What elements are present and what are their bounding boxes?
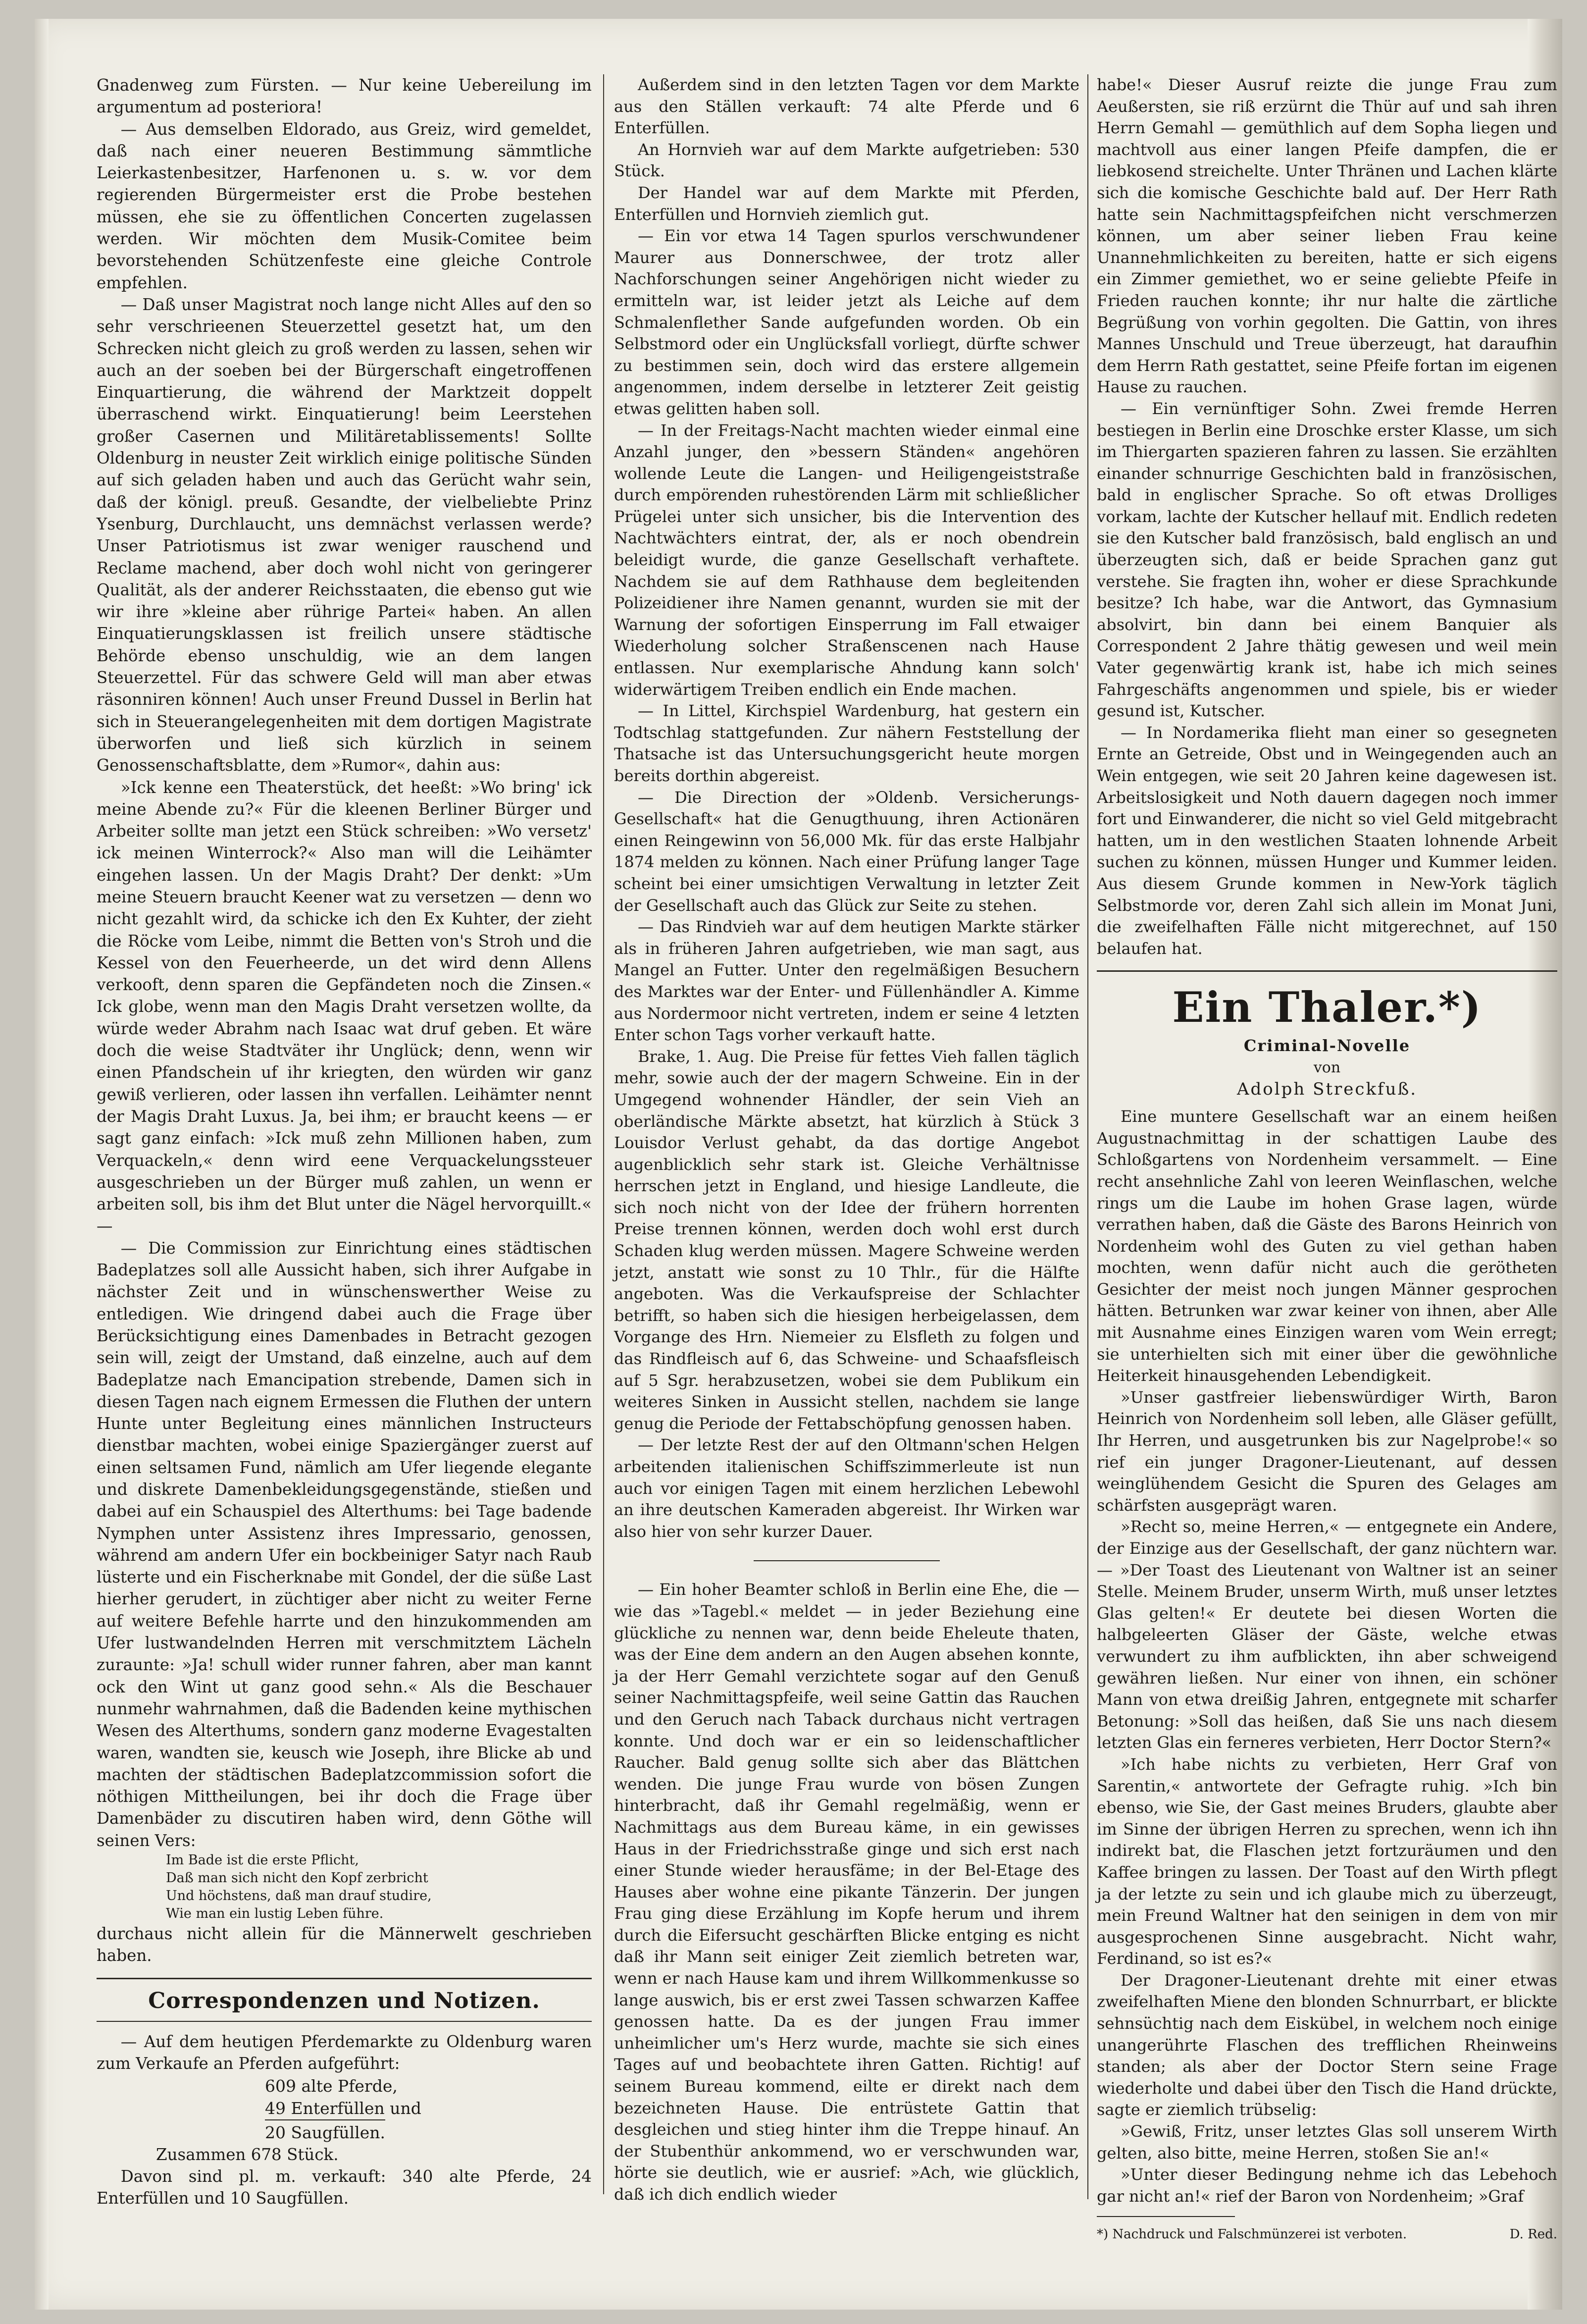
section-divider bbox=[97, 2021, 592, 2022]
column-rule-2 bbox=[1087, 74, 1088, 2199]
article-paragraph: Der Handel war auf dem Markte mit Pferden, Enterfüllen und Hornvieh ziemlich gut. bbox=[614, 183, 1079, 224]
novel-subtitle: Criminal-Novelle bbox=[1243, 1036, 1411, 1056]
article-paragraph: Außerdem sind in den letzten Tagen vor dem Markte aus den Ställen verkauft: 74 alte Pferde und 6 Enterfüllen. bbox=[614, 75, 1079, 138]
article-paragraph: Gnadenweg zum Fürsten. — Nur keine Uebereilung im argumentum ad posteriora! bbox=[97, 76, 592, 117]
article-paragraph: — Auf dem heutigen Pferdemarkte zu Oldenburg waren zum Verkaufe an Pferden aufgeführt: bbox=[97, 2032, 592, 2073]
article-paragraph: — In Littel, Kirchspiel Wardenburg, hat gestern ein Todtschlag stattgefunden. Zur nähern Feststellung der Thatsache ist das Untersuchungsgericht heute morgen bereits dorthin abgereist. bbox=[614, 701, 1079, 785]
article-paragraph: — Das Rindvieh war auf dem heutigen Markte stärker als in früheren Jahren aufgetrieben, wie man sagt, aus Mangel an Futter. Unter den regelmäßigen Besuchern des Marktes war der Enter- und Füllenhändler A. Kimme aus Nordermoor nicht vertreten, indem er seine 4 letzten Enter schon Tags vorher verkauft hatte. bbox=[614, 917, 1079, 1045]
section-title: Correspondenzen und Notizen. bbox=[148, 1988, 540, 2013]
article-paragraph: durchaus nicht allein für die Männerwelt geschrieben haben. bbox=[97, 1924, 592, 1965]
novel-paragraph: »Ich habe nichts zu verbieten, Herr Graf von Sarentin,« antwortete der Gefragte ruhig. »Ich bin ebenso, wie Sie, der Gast meines Bruders, glaubte aber im Sinne der übrigen Herren zu sprechen, wenn ich ihn indirekt bat, die Flaschen jetzt fortzuräumen und den Kaffee bringen zu lassen. Der Toast auf den Wirth pflegt ja der letzte zu sein und ich glaube mich zu überzeugt, mein Freund Waltner hat den seinigen in dem von mir ausgesprochenen Sinne ausgebracht. Nicht wahr, Ferdinand, so ist es?« bbox=[1097, 1754, 1557, 1968]
novel-paragraph: Eine muntere Gesellschaft war an einem heißen Augustnachmittag in der schattigen Laube des Schloßgartens von Nordenheim versammelt. — Eine recht ansehnliche Zahl von leeren Weinflaschen, welche rings um die Laube im hohen Grase lagen, würde verrathen haben, daß die Gäste des Barons Heinrich von Nordenheim wohl des Guten zu viel gethan haben mochten, wenn dafür nicht auch die gerötheten Gesichter der meist noch jungen Männer gesprochen hätten. Betrunken war zwar keiner von ihnen, aber Alle mit Ausnahme eines Einzigen waren vom Wein erregt; sie unterhielten sich mit einer über die gewöhnliche Heiterkeit hinausgehenden Lebendigkeit. bbox=[1097, 1107, 1557, 1385]
stats-line: 20 Saugfüllen. bbox=[265, 2119, 385, 2144]
article-paragraph: An Hornvieh war auf dem Markte aufgetrieben: 530 Stück. bbox=[614, 140, 1079, 181]
article-paragraph: — Ein vor etwa 14 Tagen spurlos verschwundener Maurer aus Donnerschwee, der trotz aller Nachforschungen seiner Angehörigen nicht wieder zu ermitteln war, ist leider jetzt als Leiche auf dem Schmalenflether Sande aufgefunden worden. Ob ein Selbstmord oder ein Unglücksfall vorliegt, dürfte schwer zu bestimmen sein, doch wird das erstere allgemein angenommen, indem derselbe in letzterer Zeit geistig etwas gelitten haben soll. bbox=[614, 226, 1079, 418]
article-paragraph: Brake, 1. Aug. Die Preise für fettes Vieh fallen täglich mehr, sowie auch der der magern Schweine. Ein in der Umgegend wohnender Händler, der sein Vieh an oberländische Märkte absetzt, hat kürzlich à Stück 3 Louisdor Verlust gehabt, da das dortige Angebot augenblicklich sehr stark ist. Gleiche Verhältnisse herrschen jetzt in England, und hiesige Landleute, die sich noch nicht von der Idee der frühern horrenten Preise trennen können, werden doch wohl erst durch Schaden klug werden müssen. Magere Schweine werden jetzt, anstatt wie sonst zu 10 Thlr., für die Hälfte angeboten. Was die Verkaufspreise der Schlachter betrifft, so haben sich die hiesigen herbeigelassen, dem Vorgange des Hrn. Niemeier zu Elsfleth zu folgen und das Rindfleisch auf 6, das Schweine- und Schaafsfleisch auf 5 Sgr. herabzusetzen, wobei sie dem Publikum ein weiteres Sinken in Aussicht stellen, nachdem sie lange genug die Periode der Fettabschöpfung genossen haben. bbox=[614, 1047, 1079, 1433]
article-paragraph: — In Nordamerika flieht man einer so gesegneten Ernte an Getreide, Obst und in Weingegenden auch an Wein entgegen, wie seit 20 Jahren keine dagewesen ist. Arbeitslosigkeit und Noth dauern dagegen noch immer fort und Einwanderer, die nicht so viel Geld mitgebracht hatten, um in den westlichen Staaten lohnende Arbeit suchen zu können, müssen Hunger und Kummer leiden. Aus diesem Grunde kommen in New-York täglich Selbstmorde vor, deren Zahl sich allein im Monat Juni, die zweifelhaften Fälle nicht mitgerechnet, auf 150 belaufen hat. bbox=[1097, 723, 1557, 958]
footnote bbox=[1097, 2226, 1557, 2243]
article-paragraph: — Die Direction der »Oldenb. Versicherungs-Gesellschaft« hat die Genugthuung, ihren Actionären einen Reingewinn von 56,000 Mk. für das erste Halbjahr 1874 melden zu können. Nach einer Prüfung langer Tage scheint bei einer umsichtigen Verwaltung in letzter Zeit der Gesellschaft auch das Glück zur Seite zu stehen. bbox=[614, 788, 1079, 915]
verse-line: Und höchstens, daß man drauf studire, bbox=[166, 1888, 432, 1904]
verse-line: Wie man ein lustig Leben führe. bbox=[166, 1906, 384, 1922]
novel-paragraph: »Recht so, meine Herren,« — entgegnete ein Andere, der Einzige aus der Gesellschaft, der ganz nüchtern war. — »Der Toast des Lieutenant von Waltner ist an seiner Stelle. Meinem Bruder, unserm Wirth, muß unser letztes Glas gelten!« Er deutete bei diesen Worten die halbgeleerten Gläser der Gäste, welche etwas verwundert zu ihm aufblickten, ihn aber schweigend gewähren ließen. Nur einer von ihnen, ein schöner Mann von etwa dreißig Jahren, entgegnete mit scharfer Betonung: »Soll das heißen, daß Sie uns nach diesem letzten Glas ein ferneres verbieten, Herr Doctor Stern?« bbox=[1097, 1517, 1557, 1752]
column-2 bbox=[614, 74, 1079, 2206]
article-paragraph: — Aus demselben Eldorado, aus Greiz, wird gemeldet, daß nach einer neueren Bestimmung sämmtliche Leierkastenbesitzer, Harfenonen u. s. w. vor dem regierenden Bürgermeister erst die Probe bestehen müssen, ehe sie zu öffentlichen Concerten zugelassen werden. Wir möchten dem Musik-Comitee beim bevorstehenden Schützenfeste eine gleiche Controle empfehlen. bbox=[97, 119, 592, 292]
article-paragraph: — Daß unser Magistrat noch lange nicht Alles auf den so sehr verschrieenen Steuerzettel gesetzt hat, um den Schrecken nicht gleich zu groß werden zu lassen, sehen wir auch an der soeben bei der Bürgerschaft eingetroffenen Einquartierung, die während der Marktzeit doppelt überraschend wirkt. Einquatierung! beim Leerstehen großer Casernen und Militäretablissements! Sollte Oldenburg in neuster Zeit wirklich einige politische Sünden auf sich geladen haben und auch das Gerücht wahr sein, daß der königl. preuß. Gesandte, der vielbeliebte Prinz Ysenburg, Durchlaucht, uns demnächst verlassen werde? Unser Patriotismus ist zwar weniger rauschend und Reclame machend, aber doch wohl nicht von geringerer Qualität, als der anderer Reichsstaaten, die ebenso gut wie wir ihre »kleine aber rührige Partei« haben. An allen Einquatierungsklassen ist freilich unsere städtische Behörde ebenso unschuldig, wie an dem langen Steuerzettel. Für das schwere Geld will man aber etwas räsonniren können! Auch unser Freund Dussel in Berlin hat sich in Steuerangelegenheiten mit dem dortigen Magistrate überworfen und ließ sich kürzlich in seinem Genossenschaftsblatte, dem »Rumor«, dahin aus: bbox=[97, 295, 592, 775]
verse-line: Im Bade ist die erste Pflicht, bbox=[166, 1852, 359, 1868]
section-divider bbox=[97, 1978, 592, 1979]
column-rule-1 bbox=[603, 74, 604, 2194]
stats-line: 609 alte Pferde, bbox=[265, 2076, 398, 2096]
article-paragraph: — Ein vernünftiger Sohn. Zwei fremde Herren bestiegen in Berlin eine Droschke erster Klasse, um sich im Thiergarten spazieren fahren zu lassen. Sie erzählten einander schnurrige Geschichten bald in französischen, bald in englischer Sprache. So oft etwas Drolliges vorkam, lachte der Kutscher hellauf mit. Endlich redeten sie den Kutscher bald französisch, bald englisch an und überzeugten sich, daß er beide Sprachen ganz gut verstehe. Sie fragten ihn, woher er diese Sprachkunde besitze? Ich habe, war die Antwort, das Gymnasium absolvirt, bin dann bei einem Banquier als Correspondent 2 Jahre thätig gewesen und weil mein Vater gegenwärtig krank ist, habe ich mich seines Fahrgeschäfts angenommen und spiele, bis er wieder gesund ist, Kutscher. bbox=[1097, 399, 1557, 721]
article-paragraph: — Der letzte Rest der auf den Oltmann'schen Helgen arbeitenden italienischen Schiffszimmerleute ist nun auch vor einigen Tagen mit einem herzlichen Lebewohl an ihre deutschen Kameraden abgereist. Ihr Wirken war also hier von sehr kurzer Dauer. bbox=[614, 1435, 1079, 1541]
footnote-text: *) Nachdruck und Falschmünzerei ist verboten. bbox=[1097, 2227, 1407, 2242]
article-paragraph: — Ein hoher Beamter schloß in Berlin eine Ehe, die — wie das »Tagebl.« meldet — in jeder Beziehung eine glückliche zu nennen war, denn beide Eheleute thaten, was der Eine dem andern an den Augen absehen konnte, ja der Herr Gemahl verzichtete sogar auf den Genuß seiner Nachmittagspfeife, weil seine Gattin das Rauchen und den Geruch nach Taback durchaus nicht vertragen konnte. Und doch war er ein so leidenschaftlicher Raucher. Bald genug sollte sich aber das Blättchen wenden. Die junge Frau wurde von bösen Zungen hinterbracht, daß ihr Gemahl regelmäßig, wenn er Nachmittags aus dem Bureau käme, in ein gewisses Haus in der Friedrichsstraße ginge und sich erst nach einer Stunde wieder herausfäme; in der Bel-Etage des Hauses aber wohne eine pikante Tänzerin. Der jungen Frau ging diese Erzählung im Kopfe herum und ihrem durch die Eifersucht geschärften Blicke entging es nicht daß ihr Mann seit einiger Zeit ziemlich betreten war, wenn er nach Hause kam und ihrem Willkommenkusse so lange auswich, bis er erst zwei Tassen schwarzen Kaffee genossen hatte. Da es der jungen Frau immer unheimlicher um's Herz wurde, machte sie sich eines Tages auf und beobachtete ihren Gatten. Richtig! auf seinem Bureau kommend, eilte er direkt nach dem bezeichneten Hause. Die entrüstete Gattin that desgleichen und stieg hinter ihm die Treppe hinauf. An der Stubenthür ankommend, wo er verschwunden war, hörte sie deutlich, wie er ausrief: »Ach, wie glücklich, daß ich dich endlich wieder bbox=[614, 1580, 1079, 2204]
novel-paragraph: »Gewiß, Fritz, unser letztes Glas soll unserem Wirth gelten, also bitte, meine Herren, stoßen Sie an!« bbox=[1097, 2122, 1557, 2163]
article-paragraph: — In der Freitags-Nacht machten wieder einmal eine Anzahl junger, den »bessern Ständen« angehören wollende Leute die Langen- und Heiligengeiststraße durch empörenden ruhestörenden Lärm mit schließlicher Prügelei unter sich unsicher, bis die Intervention des Nachtwächters eintrat, der, als er noch obendrein beleidigt wurde, die ganze Gesellschaft verhaftete. Nachdem sie auf dem Rathhause dem begleitenden Polizeidiener ihre Namen genannt, wurden sie mit der Warnung der sofortigen Einsperrung im Fall etwaiger Wiederholung solcher Straßenscenen nach Hause entlassen. Nur exemplarische Ahndung kann solch' widerwärtigem Treiben endlich ein Ende machen. bbox=[614, 421, 1079, 699]
novel-paragraph: Der Dragoner-Lieutenant drehte mit einer etwas zweifelhaften Miene den blonden Schnurrbart, er blickte sehnsüchtig nach dem Eiskübel, in welchem noch einige unangerührte Flaschen des trefflichen Rheinweins standen; als aber der Doctor Stern seine Frage wiederholte und dabei über den Tisch die Hand drückte, sagte er ziemlich trübselig: bbox=[1097, 1970, 1557, 2119]
stats-total: Zusammen 678 Stück. bbox=[156, 2145, 339, 2164]
novel-title: Ein Thaler.*) bbox=[1172, 983, 1482, 1032]
column-1 bbox=[97, 74, 592, 2209]
footnote-signature: D. Red. bbox=[1509, 2227, 1557, 2242]
stats-list bbox=[265, 2075, 592, 2144]
novel-paragraph: »Unter dieser Bedingung nehme ich das Lebehoch gar nicht an!« rief der Baron von Nordenheim; »Graf bbox=[1097, 2165, 1557, 2206]
article-paragraph: habe!« Dieser Ausruf reizte die junge Frau zum Aeußersten, sie riß erzürnt die Thür auf und sah ihren Herrn Gemahl — gemüthlich auf dem Sopha liegen und machtvoll aus einer langen Pfeife dampfen, die er liebkosend streichelte. Unter Thränen und Lachen klärte sich die komische Geschichte bald auf. Der Herr Rath hatte sein Nachmittagspfeifchen nicht verschmerzen können, um aber seiner lieben Frau keine Unannehmlichkeiten zu bereiten, hatte er sich eigens ein Zimmer gemiethet, wo er seine geliebte Pfeife in Frieden rauchen konnte; ihr nur halte die zärtliche Begrüßung von vorhin gegolten. Die Gattin, von ihres Mannes Unschuld und Treue überzeugt, hat daraufhin dem Herrn Rath gestattet, seine Pfeife fortan im eigenen Hause zu rauchen. bbox=[1097, 75, 1557, 397]
novel-author: Adolph Streckfuß. bbox=[1236, 1079, 1418, 1099]
verse-line: Daß man sich nicht den Kopf zerbricht bbox=[166, 1870, 428, 1886]
column-3 bbox=[1097, 74, 1557, 2243]
footnote-divider bbox=[1097, 2216, 1235, 2217]
section-divider bbox=[1097, 970, 1557, 972]
stats-line: 49 Enterfüllen und bbox=[265, 2098, 421, 2118]
novel-paragraph: »Unser gastfreier liebenswürdiger Wirth, Baron Heinrich von Nordenheim soll leben, alle Gläser gefüllt, Ihr Herren, und ausgetrunken bis zur Nagelprobe!« so rief ein junger Dragoner-Lieutenant, auf dessen weinglühendem Gesicht die Spuren des Gelages am schärfsten ausgeprägt waren. bbox=[1097, 1387, 1557, 1515]
article-paragraph: »Ick kenne een Theaterstück, det heeßt: »Wo bring' ick meine Abende zu?« Für die kleenen Berliner Bürger und Arbeiter sollte man jetzt een Stück schreiben: »Wo versetz' ick meinen Winterrock?« Also man will die Leihämter eingehen lassen. Un der Magis Draht? Der denkt: »Um meine Steuern braucht Keener wat zu versetzen — denn wo nicht gezahlt wird, da schicke ich den Ex Kuhter, der zieht die Röcke vom Leibe, nimmt die Betten von's Stroh und die Kessel von den Feuerheerde, un det wird denn Allens verkooft, denn sparen die Gepfändeten noch die Zinsen.« Ick globe, wenn man den Magis Draht versetzen wollte, da würde weder Abrahm nach Isaac wat druf geben. Et wäre doch die weise Stadtväter ihr Unglück; denn, wenn wir einen Pfandschein uf ihr kriegten, den würden wir ganz gewiß verlieren, oder lassen ihn verfallen. Leihämter nennt der Magis Draht Luxus. Ja, bei ihm; er braucht keens — er sagt ganz einfach: »Ick muß zehn Millionen haben, zum Verquackeln,« denn wird eene Verquackelungssteuer ausgeschrieben un der Bürger muß zahlen, un wenn er arbeiten soll, bis ihm det Blut unter die Nägel hervorquillt.« — bbox=[97, 778, 592, 1236]
page-left-edge bbox=[35, 19, 49, 2310]
section-divider bbox=[754, 1560, 940, 1561]
article-paragraph: Davon sind pl. m. verkauft: 340 alte Pferde, 24 Enterfüllen und 10 Saugfüllen. bbox=[97, 2166, 592, 2208]
novel-by: von bbox=[1313, 1058, 1341, 1076]
article-paragraph: — Die Commission zur Einrichtung eines städtischen Badeplatzes soll alle Aussicht haben, sich ihrer Aufgabe in nächster Zeit und in wünschenswerther Weise zu entledigen. Wie dringend dabei auch die Frage über Berücksichtigung eines Damenbades in Betracht gezogen sein will, zeigt der Umstand, daß einzelne, auch auf dem Badeplatze nach Emancipation strebende, Damen sich in diesen Tagen nach eignem Ermessen die Fluthen der untern Hunte unter Begleitung eines männlichen Instructeurs dienstbar machten, wobei einige Spaziergänger zuerst auf einen seltsamen Fund, nämlich am Ufer liegende elegante und diskrete Damenbekleidungsgegenstände, stießen und dabei auf ein Schauspiel des Alterthums: bei Tage badende Nymphen unter Assistenz ihres Impressario, genossen, während am andern Ufer ein bockbeiniger Satyr nach Raub lüsterte und ein Fischerknabe mit Gondel, der die süße Last hierher gerudert, in züchtiger aber nicht zu weiter Ferne auf weitere Befehle harrte und den hinzukommenden am Ufer lustwandelnden Herren mit verschmitztem Lächeln zuraunte: »Ja! schull wider runner fahren, aber man kannt ock den Wint ut ganz good sehn.« Als die Beschauer nunmehr wahrnahmen, daß die Badenden keine mythischen Wesen des Alterthums, sondern ganz moderne Evagestalten waren, wandten sie, keusch wie Joseph, ihre Blicke ab und machten der städtischen Badeplatzcommission sofort die nöthigen Mittheilungen, bei ihr doch die Frage über Damenbäder zu discutiren haben wird, denn Göthe will seinen Vers: bbox=[97, 1238, 592, 1850]
